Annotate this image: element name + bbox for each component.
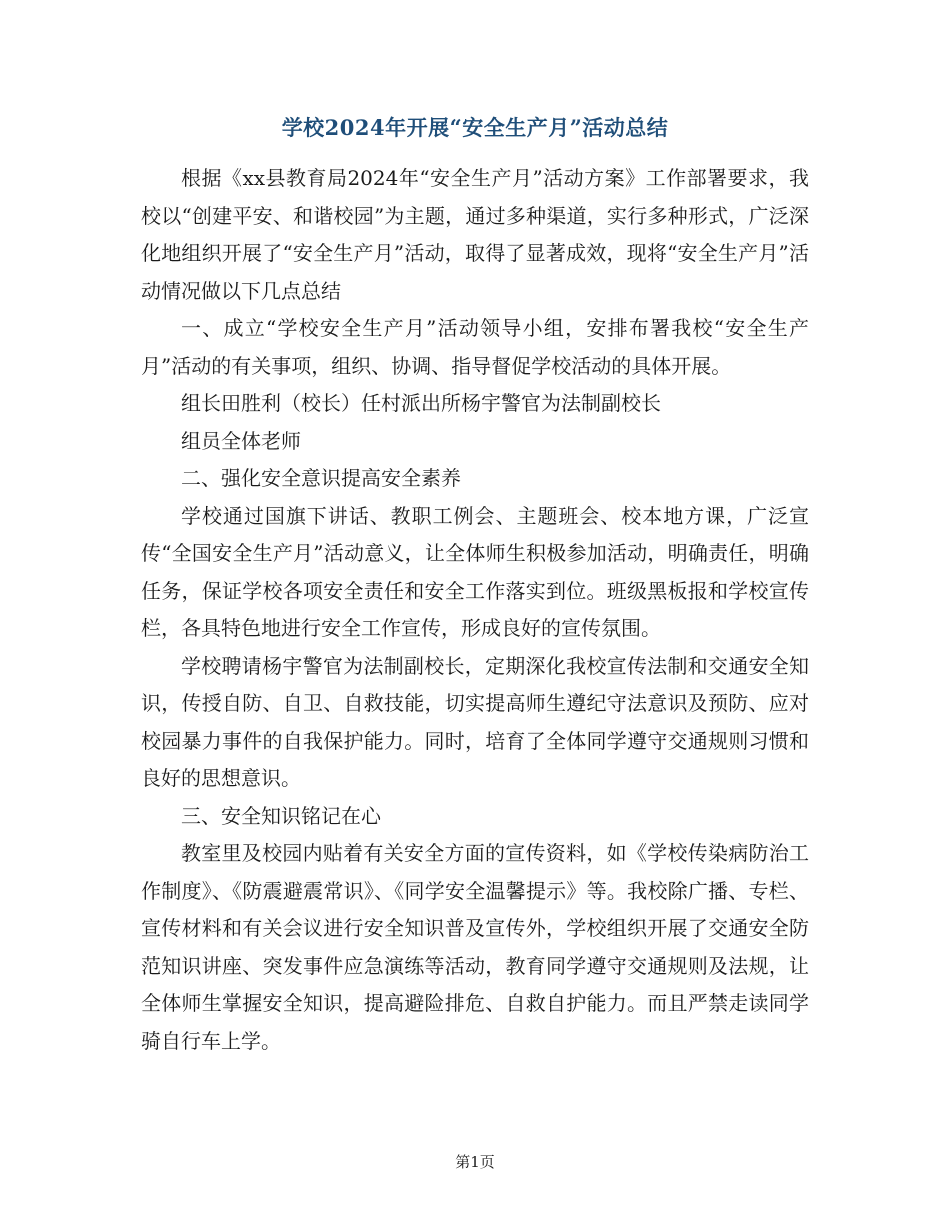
paragraph-section-2-body-1: 学校通过国旗下讲话、教职工例会、主题班会、校本地方课，广泛宣传“全国安全生产月”活动意义，让全体师生积极参加活动，明确责任，明确任务，保证学校各项安全责任和安全工作落实到位。班级黑板报和学校宣传栏，各具特色地进行安全工作宣传，形成良好的宣传氛围。 [141,503,809,640]
document-title: 学校2024年开展“安全生产月”活动总结 [281,115,669,140]
document-body [141,160,809,1060]
page-number: 第1页 [455,1153,495,1171]
paragraph-section-3-heading: 三、安全知识铭记在心 [181,803,381,828]
paragraph-section-2-body-2: 学校聘请杨宇警官为法制副校长，定期深化我校宣传法制和交通安全知识，传授自防、自卫、自救技能，切实提高师生遵纪守法意识及预防、应对校园暴力事件的自我保护能力。同时，培育了全体同学遵守交通规则习惯和良好的思想意识。 [141,653,809,790]
paragraph-intro: 根据《xx县教育局2024年“安全生产月”活动方案》工作部署要求，我校以“创建平安、和谐校园”为主题，通过多种渠道，实行多种形式，广泛深化地组织开展了“安全生产月”活动，取得了显著成效，现将“安全生产月”活动情况做以下几点总结 [141,166,809,303]
paragraph-group-leader: 组长田胜利（校长）任村派出所杨宇警官为法制副校长 [181,391,661,415]
paragraph-section-3-body: 教室里及校园内贴着有关安全方面的宣传资料，如《学校传染病防治工作制度》、《防震避震常识》、《同学安全温馨提示》等。我校除广播、专栏、宣传材料和有关会议进行安全知识普及宣传外，学校组织开展了交通安全防范知识讲座、突发事件应急演练等活动，教育同学遵守交通规则及法规，让全体师生掌握安全知识，提高避险排危、自救自护能力。而且严禁走读同学骑自行车上学。 [141,841,809,1053]
paragraph-section-2-heading: 二、强化安全意识提高安全素养 [181,466,461,490]
paragraph-section-1-heading: 一、成立“学校安全生产月”活动领导小组，安排布署我校“安全生产月”活动的有关事项，组织、协调、指导督促学校活动的具体开展。 [141,316,809,378]
paragraph-group-members: 组员全体老师 [181,428,301,453]
